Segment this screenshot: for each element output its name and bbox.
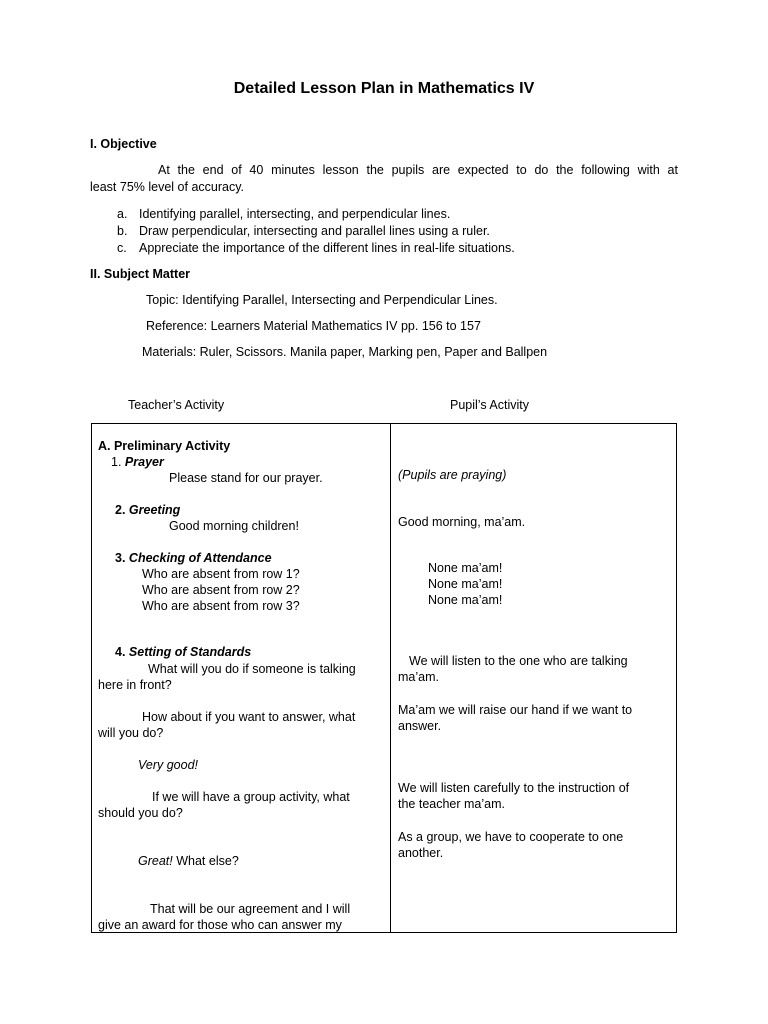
teacher-activity-header: Teacher’s Activity (128, 398, 225, 412)
objective-item-text: Appreciate the importance of the different lines in real-life situations. (139, 241, 515, 255)
subject-topic: Topic: Identifying Parallel, Intersecting and Perpendicular Lines. (146, 293, 498, 307)
document-title: Detailed Lesson Plan in Mathematics IV (233, 80, 535, 97)
objective-item-letter: a. (117, 207, 128, 221)
greeting-response: Good morning, ma’am. (398, 515, 526, 529)
greeting-number: 2. (115, 503, 126, 517)
what-else-text: What else? (176, 854, 239, 868)
objective-item-text: Draw perpendicular, intersecting and parallel lines using a ruler. (139, 224, 490, 238)
standards-question: If we will have a group activity, what (152, 790, 350, 804)
objective-heading: I. Objective (90, 137, 157, 151)
attendance-response: None ma’am! (428, 593, 503, 607)
preliminary-activity-heading: A. Preliminary Activity (98, 439, 231, 453)
standards-question: What will you do if someone is talking (148, 662, 356, 676)
standards-response: answer. (398, 719, 442, 733)
standards-response: another. (398, 846, 444, 860)
subject-materials: Materials: Ruler, Scissors. Manila paper, Marking pen, Paper and Ballpen (142, 345, 548, 359)
objective-item-letter: c. (117, 241, 127, 255)
very-good-text: Very good! (138, 758, 198, 772)
pupil-activity-header: Pupil’s Activity (450, 398, 529, 412)
standards-question: here in front? (98, 678, 172, 692)
attendance-response: None ma’am! (428, 577, 503, 591)
objective-intro-line2: least 75% level of accuracy. (90, 180, 245, 194)
objective-item-letter: b. (117, 224, 128, 238)
agreement-text: That will be our agreement and I will (150, 902, 351, 916)
objective-intro-line1 (90, 163, 678, 177)
standards-number: 4. (115, 645, 126, 659)
agreement-text: give an award for those who can answer my (98, 918, 342, 932)
standards-response: As a group, we have to cooperate to one (398, 830, 624, 844)
standards-heading (115, 645, 251, 659)
attendance-response: None ma’am! (428, 561, 503, 575)
greeting-text: Good morning children! (169, 519, 299, 533)
standards-response: ma’am. (398, 670, 439, 684)
prayer-response: (Pupils are praying) (398, 468, 507, 482)
prayer-text: Please stand for our prayer. (169, 471, 323, 485)
attendance-question: Who are absent from row 3? (142, 599, 300, 613)
attendance-question: Who are absent from row 2? (142, 583, 300, 597)
attendance-label: Checking of Attendance (128, 551, 272, 565)
prayer-heading (111, 455, 164, 469)
standards-question: will you do? (98, 726, 164, 740)
attendance-heading (115, 551, 272, 565)
standards-response: We will listen carefully to the instruction of (398, 781, 630, 795)
standards-question: How about if you want to answer, what (142, 710, 356, 724)
standards-response: We will listen to the one who are talking (409, 654, 628, 668)
subject-matter-heading: II. Subject Matter (90, 267, 191, 281)
great-line (138, 854, 239, 868)
greeting-label: Greeting (128, 503, 181, 517)
standards-response: Ma’am we will raise our hand if we want to (398, 703, 633, 717)
greeting-heading (115, 503, 180, 517)
great-text: Great! (138, 854, 173, 868)
objective-item-text: Identifying parallel, intersecting, and perpendicular lines. (139, 207, 451, 221)
standards-question: should you do? (98, 806, 183, 820)
standards-label: Setting of Standards (128, 645, 252, 659)
objective-intro-text1: At the end of 40 minutes lesson the pupils are expected to do the following with at (158, 163, 678, 177)
table-column-divider (390, 423, 391, 933)
attendance-question: Who are absent from row 1? (142, 567, 300, 581)
prayer-label: Prayer (124, 455, 164, 469)
prayer-number: 1. (111, 455, 122, 469)
standards-response: the teacher ma’am. (398, 797, 505, 811)
attendance-number: 3. (115, 551, 126, 565)
subject-reference: Reference: Learners Material Mathematics IV pp. 156 to 157 (146, 319, 481, 333)
